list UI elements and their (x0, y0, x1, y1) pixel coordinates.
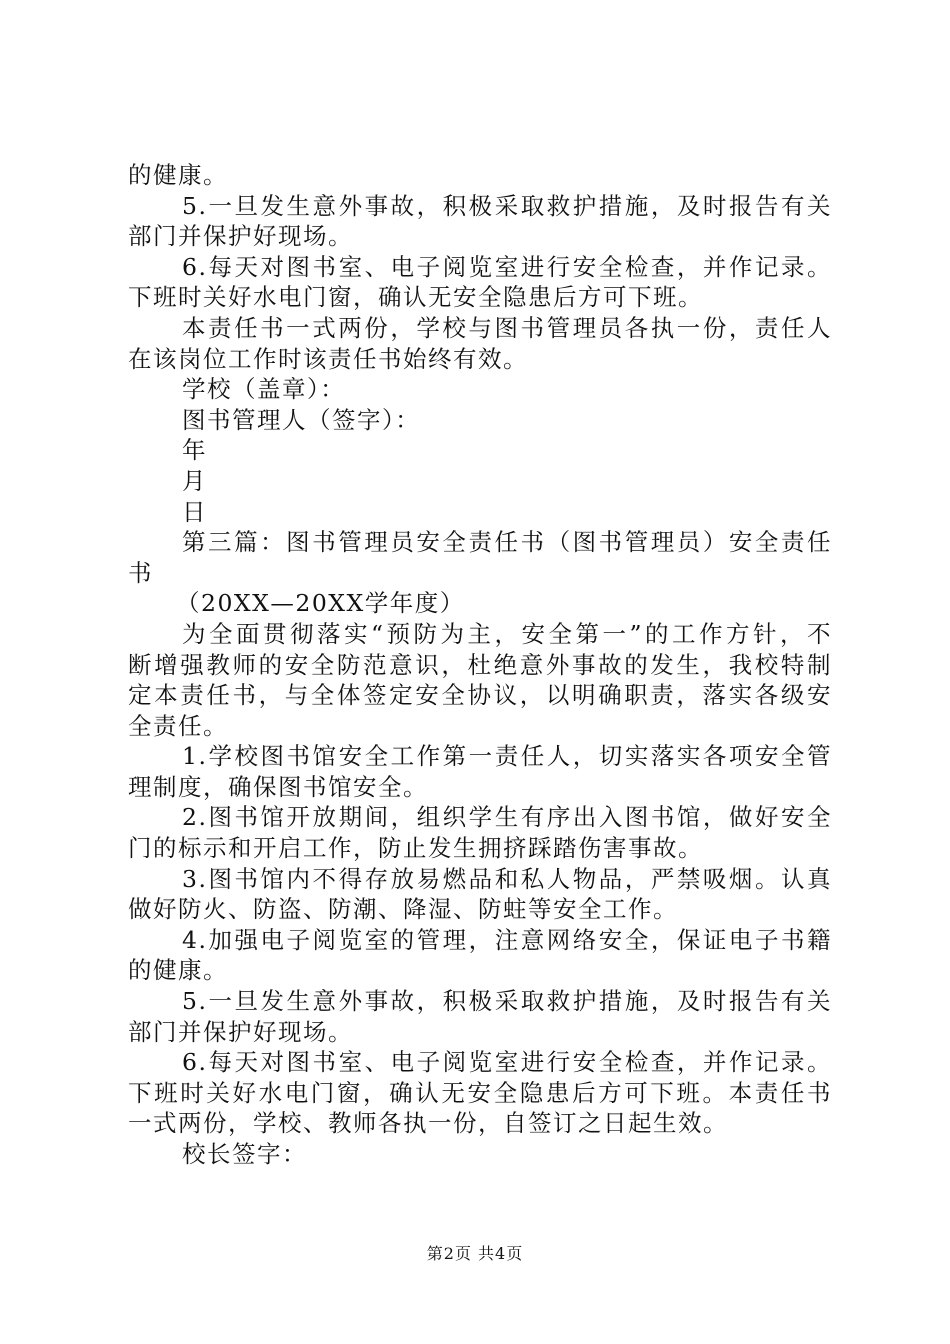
document-body (128, 160, 832, 1170)
section-heading-continued: 书 (128, 558, 153, 587)
principal-signature-label: 校长签字： (182, 1140, 307, 1168)
date-year-label: 年 (182, 436, 207, 465)
text-line: 的健康。 (128, 161, 228, 189)
text-line: 门的标示和开启工作，防止发生拥挤踩踏伤害事故。 (128, 834, 703, 863)
list-item-6: 6.每天对图书室、电子阅览室进行安全检查，并作记录。 (182, 252, 832, 281)
school-seal-label: 学校（盖章）： (182, 375, 346, 404)
text-line: 部门并保护好现场。 (128, 1017, 353, 1046)
school-year-label: （20XX—20XX学年度） (176, 589, 465, 618)
text-line: 做好防火、防盗、防潮、降湿、防蛀等安全工作。 (128, 895, 678, 924)
text-line: 全责任。 (128, 711, 228, 740)
text-line: 在该岗位工作时该责任书始终有效。 (128, 344, 528, 373)
list-item-6: 6.每天对图书室、电子阅览室进行安全检查，并作记录。 (182, 1048, 832, 1077)
section-heading: 第三篇：图书管理员安全责任书（图书管理员）安全责任 (182, 528, 832, 557)
list-item-2: 2.图书馆开放期间，组织学生有序出入图书馆，做好安全 (182, 803, 832, 832)
text-line: 部门并保护好现场。 (128, 222, 353, 251)
date-month-label: 月 (182, 466, 207, 495)
list-item-3: 3.图书馆内不得存放易燃品和私人物品，严禁吸烟。认真 (182, 864, 832, 893)
text-line: 理制度，确保图书馆安全。 (128, 772, 428, 801)
text-line: 的健康。 (128, 956, 228, 985)
list-item-1: 1.学校图书馆安全工作第一责任人，切实落实各项安全管 (182, 742, 832, 771)
list-item-4: 4.加强电子阅览室的管理，注意网络安全，保证电子书籍 (182, 925, 832, 954)
paragraph-start: 为全面贯彻落实“预防为主，安全第一”的工作方针，不 (182, 619, 832, 648)
paragraph-start: 本责任书一式两份，学校与图书管理员各执一份，责任人 (182, 313, 832, 342)
text-line: 一式两份，学校、教师各执一份，自签订之日起生效。 (128, 1109, 728, 1138)
text-line: 下班时关好水电门窗，确认无安全隐患后方可下班。 (128, 283, 703, 312)
date-day-label: 日 (182, 497, 207, 526)
list-item-5: 5.一旦发生意外事故，积极采取救护措施，及时报告有关 (182, 191, 832, 220)
list-item-5: 5.一旦发生意外事故，积极采取救护措施，及时报告有关 (182, 987, 832, 1016)
page-number: 第2页 共4页 (426, 1244, 524, 1263)
librarian-signature-label: 图书管理人（签字）： (182, 405, 421, 434)
text-line: 定本责任书，与全体签定安全协议，以明确职责，落实各级安 (128, 681, 832, 710)
text-line: 下班时关好水电门窗，确认无安全隐患后方可下班。本责任书 (128, 1078, 832, 1107)
page-footer (0, 1244, 950, 1264)
text-line: 断增强教师的安全防范意识，杜绝意外事故的发生，我校特制 (128, 650, 832, 679)
